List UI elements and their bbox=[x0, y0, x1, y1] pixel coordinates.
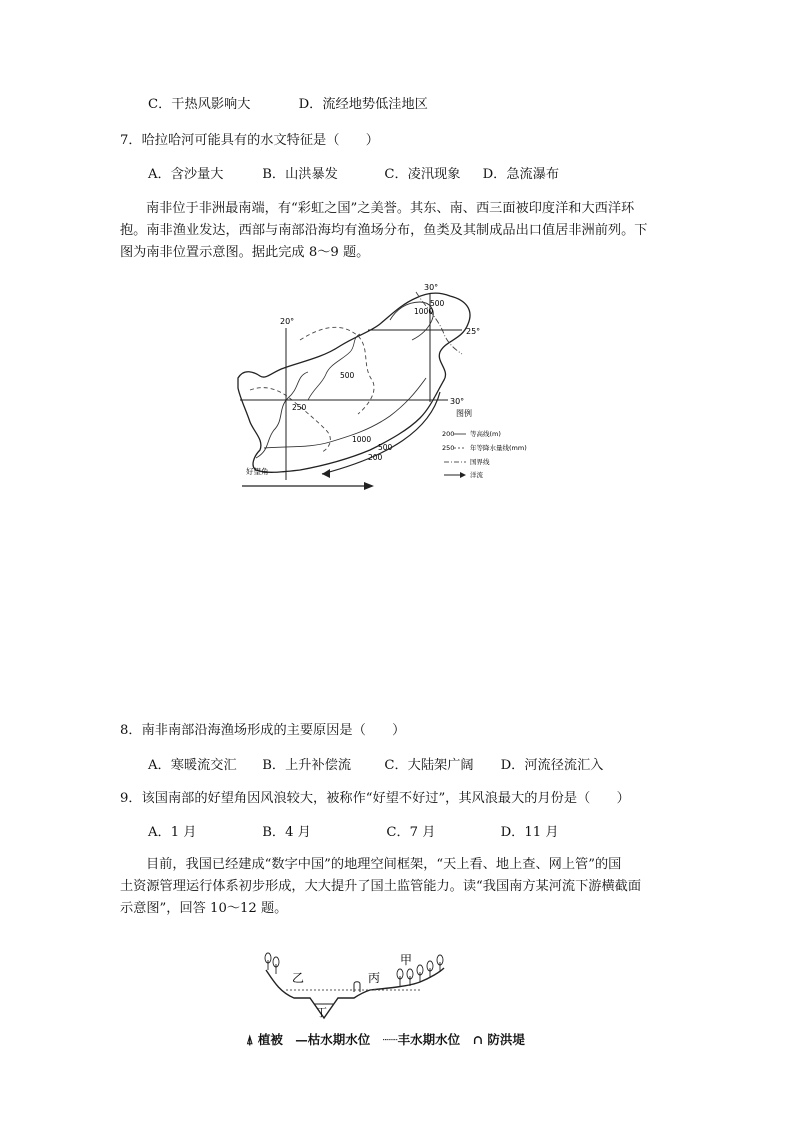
vegetation-icon: ⍋ bbox=[246, 1032, 254, 1047]
q7-option-c: C．凌汛现象 bbox=[384, 167, 461, 182]
ocean-current-east-arrow bbox=[322, 469, 330, 478]
south-africa-map bbox=[230, 280, 560, 495]
river-legend bbox=[246, 1031, 525, 1049]
q8-option-a: A．寒暖流交汇 bbox=[148, 758, 237, 773]
contour-inner bbox=[308, 334, 360, 400]
contour-500 bbox=[264, 378, 426, 448]
legend-border: 国界线 bbox=[470, 458, 490, 466]
q6-option-c: C．干热风影响大 bbox=[148, 97, 251, 112]
contour-label-200: 200 bbox=[368, 453, 383, 462]
passage2-line3: 示意图”，回答 10～12 题。 bbox=[120, 901, 288, 916]
q7-option-b: B．山洪暴发 bbox=[262, 167, 338, 182]
passage2-line1: 目前，我国已经建成“数字中国”的地理空间框架，“天上看、地上查、网上管”的国 bbox=[146, 857, 622, 872]
q7-option-d: D．急流瀑布 bbox=[482, 167, 560, 182]
coastline bbox=[238, 293, 470, 472]
contour-label-500: 500 bbox=[340, 371, 355, 380]
passage2-line2: 土资源管理运行体系初步形成，大大提升了国土监管能力。读“我国南方某河流下游横截面 bbox=[120, 879, 642, 894]
legend-current: 洋流 bbox=[470, 471, 483, 479]
legend-contour: 等高线(m) bbox=[470, 430, 501, 438]
contour-label-500-south: 500 bbox=[378, 443, 393, 452]
lat-label-25: 25° bbox=[466, 327, 481, 336]
passage-south-africa bbox=[120, 198, 680, 264]
q6-option-d: D．流经地势低洼地区 bbox=[298, 97, 428, 112]
q9-option-b: B．4 月 bbox=[262, 825, 311, 840]
passage-digital-china bbox=[120, 854, 680, 920]
q8-options bbox=[148, 757, 604, 775]
contour-1000 bbox=[256, 372, 308, 458]
contour-label-1000-south: 1000 bbox=[352, 435, 372, 444]
passage1-line2: 抱。南非渔业发达，西部与南部沿海均有渔场分布，鱼类及其制成品出口值居非洲前列。下 bbox=[120, 223, 648, 238]
levee-legend-icon: ∩ bbox=[472, 1032, 484, 1047]
q7-option-a: A．含沙量大 bbox=[148, 167, 224, 182]
contour-label-500-east: 500 bbox=[430, 299, 445, 308]
legend-sample-200: 200 bbox=[442, 430, 455, 438]
label-bing: 丙 bbox=[368, 971, 381, 985]
label-ding: 丁 bbox=[316, 1006, 327, 1019]
ocean-current-south-arrow bbox=[364, 482, 374, 490]
q8-option-b: B．上升补偿流 bbox=[262, 758, 352, 773]
passage1-line3: 图为南非位置示意图。据此完成 8～9 题。 bbox=[120, 245, 370, 260]
q9-options bbox=[148, 824, 559, 842]
label-yi: 乙 bbox=[292, 971, 305, 985]
contour-label-1000: 1000 bbox=[414, 307, 434, 316]
q7-stem: 7．哈拉哈河可能具有的水文特征是（ ） bbox=[120, 133, 379, 148]
legend-dry-season: —枯水期水位 bbox=[295, 1032, 371, 1047]
q9-option-c: C．7 月 bbox=[386, 825, 436, 840]
passage1-line1: 南非位于非洲最南端，有“彩虹之国”之美誉。其东、南、西三面被印度洋和大西洋环 bbox=[146, 201, 635, 216]
cape-label: 好望角 bbox=[246, 467, 269, 476]
isohyet-500 bbox=[300, 327, 374, 414]
map-legend bbox=[442, 408, 527, 479]
legend-levee: 防洪堤 bbox=[487, 1032, 525, 1047]
contour-label-250: 250 bbox=[292, 403, 307, 412]
lat-label-30: 30° bbox=[450, 397, 465, 406]
lat-label-30-top: 30° bbox=[424, 283, 439, 292]
q8-option-c: C．大陆架广阔 bbox=[384, 758, 474, 773]
legend-vegetation: 植被 bbox=[257, 1032, 283, 1047]
q9-option-a: A．1 月 bbox=[148, 825, 197, 840]
lon-label-20: 20° bbox=[280, 317, 295, 326]
legend-title: 图例 bbox=[456, 409, 472, 418]
legend-isohyet: 年等降水量线(mm) bbox=[470, 444, 527, 452]
legend-flood-season: ┈┈丰水期水位 bbox=[382, 1032, 461, 1047]
q9-option-d: D．11 月 bbox=[500, 825, 559, 840]
q6-options bbox=[148, 96, 428, 114]
isohyet-250 bbox=[250, 388, 330, 452]
q8-stem: 8．南非南部沿海渔场形成的主要原因是（ ） bbox=[120, 723, 406, 738]
label-jia: 甲 bbox=[400, 953, 413, 967]
q8-option-d: D．河流径流汇入 bbox=[500, 758, 604, 773]
q9-stem: 9．该国南部的好望角因风浪较大，被称作“好望不好过”，其风浪最大的月份是（ ） bbox=[120, 791, 630, 806]
legend-sample-250: 250 bbox=[442, 444, 455, 452]
q7-options bbox=[148, 166, 559, 184]
